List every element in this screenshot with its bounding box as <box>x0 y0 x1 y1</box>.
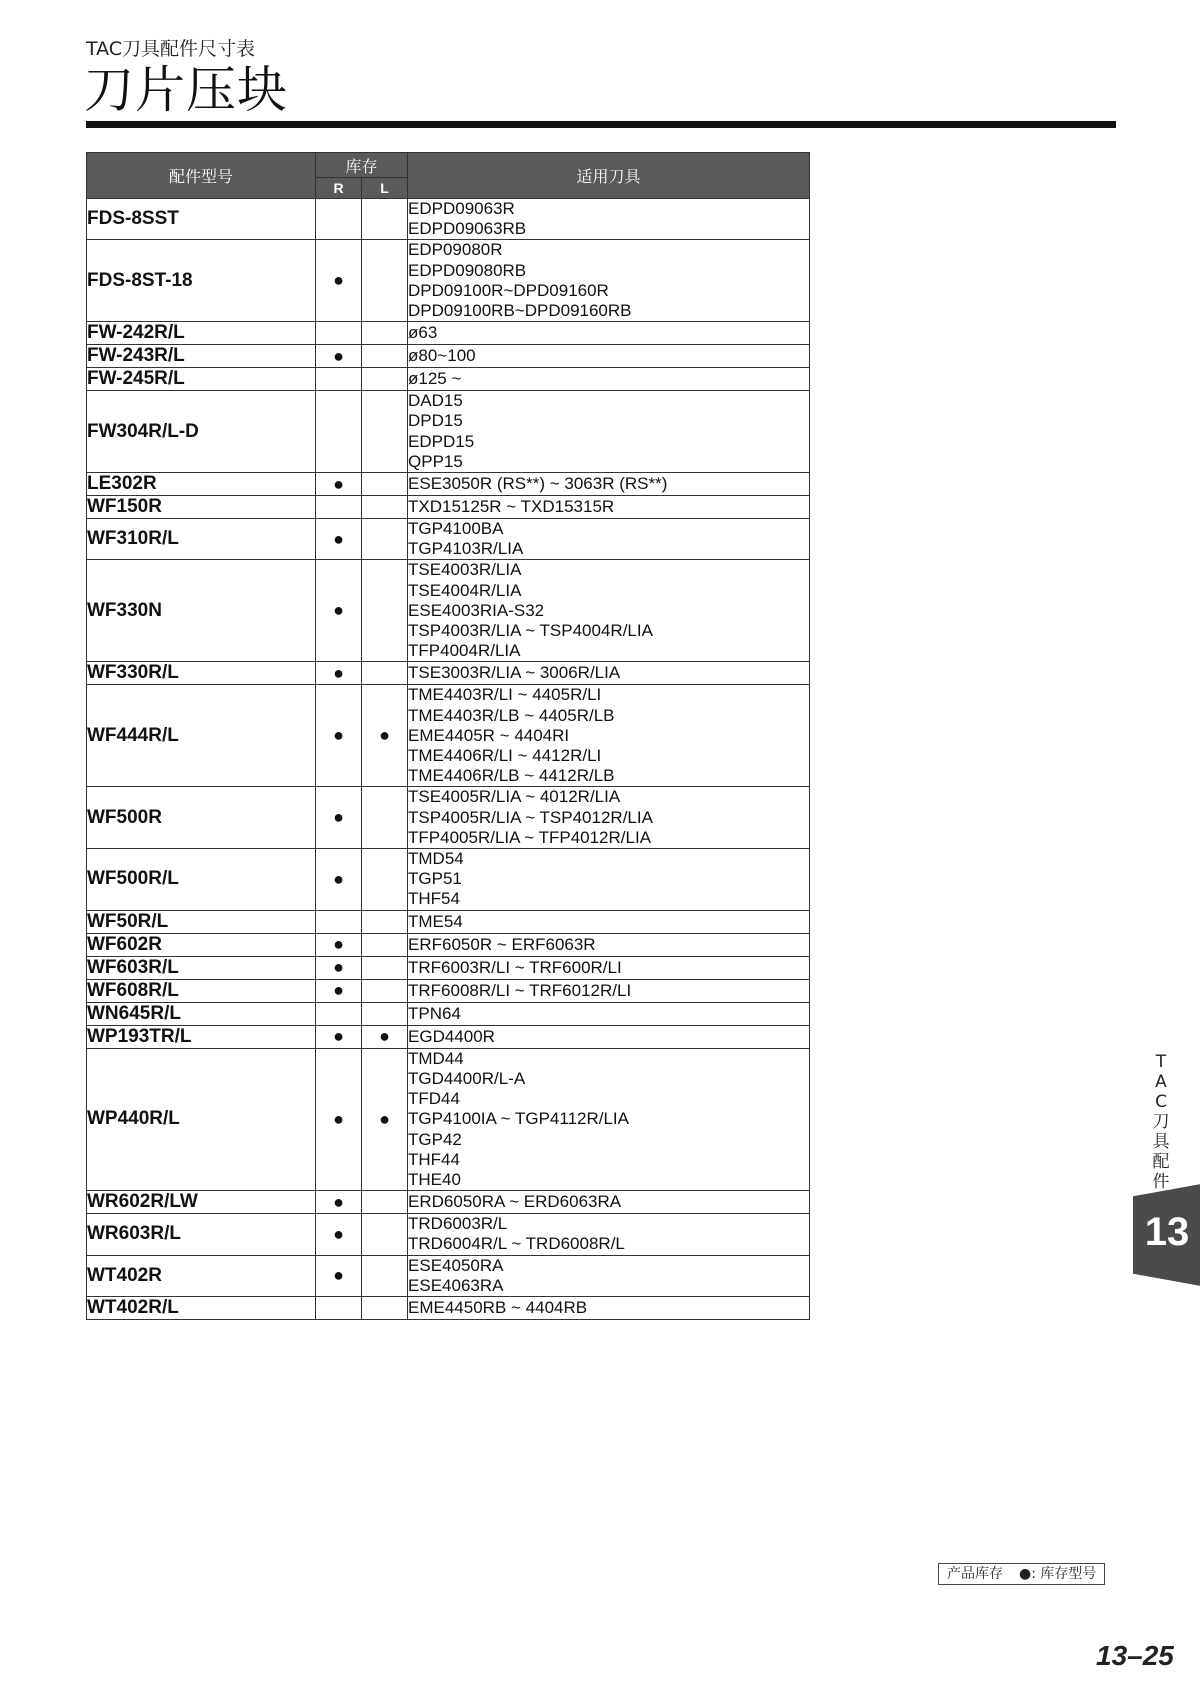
stock-r-cell <box>316 910 362 933</box>
applicable-tools-cell <box>408 1025 810 1048</box>
part-number-cell: WF608R/L <box>87 979 316 1002</box>
stock-l-cell <box>362 1214 408 1255</box>
tool-model: TGD4400R/L-A <box>408 1068 526 1088</box>
stock-r-cell: ● <box>316 787 362 849</box>
stock-r-cell: ● <box>316 849 362 911</box>
table-row <box>87 849 810 911</box>
part-number-cell: WF603R/L <box>87 956 316 979</box>
stock-r-cell: ● <box>316 519 362 560</box>
stock-r-cell: ● <box>316 240 362 322</box>
side-label-char: 件 <box>1152 1172 1170 1192</box>
tool-model: EGD4400R <box>408 1026 495 1046</box>
applicable-tools-cell <box>408 979 810 1002</box>
tool-model: TSP4003R/LIA ~ TSP4004R/LIA <box>408 621 653 641</box>
stock-r-cell: ● <box>316 1048 362 1190</box>
side-label-char: A <box>1155 1072 1167 1092</box>
part-number-cell: WF330R/L <box>87 662 316 685</box>
table-row <box>87 1048 810 1190</box>
stock-l-cell <box>362 662 408 685</box>
applicable-tools-cell <box>408 1296 810 1319</box>
tool-model: TXD15125R ~ TXD15315R <box>408 496 615 516</box>
tool-model: ERD6050RA ~ ERD6063RA <box>408 1192 622 1211</box>
applicable-tools-cell <box>408 199 810 240</box>
header-stock-r: R <box>316 178 362 199</box>
applicable-tools-cell <box>408 685 810 787</box>
stock-r-cell: ● <box>316 1191 362 1214</box>
stock-l-cell <box>362 1255 408 1296</box>
part-number-cell: WF602R <box>87 933 316 956</box>
table-body <box>87 199 810 1320</box>
applicable-tools-cell <box>408 345 810 368</box>
stock-r-cell <box>316 1002 362 1025</box>
stock-l-cell <box>362 1191 408 1214</box>
part-number-cell: WF500R <box>87 787 316 849</box>
stock-l-cell: ● <box>362 1025 408 1048</box>
stock-l-cell <box>362 473 408 496</box>
tool-model: EDP09080R <box>408 240 503 260</box>
tool-model: TSE4004R/LIA <box>408 580 522 600</box>
stock-r-cell: ● <box>316 979 362 1002</box>
tool-model: TMD54 <box>408 849 464 869</box>
table-row <box>87 368 810 391</box>
stock-r-cell: ● <box>316 1255 362 1296</box>
table-row <box>87 1191 810 1214</box>
page-title: 刀片压块 <box>84 61 288 119</box>
header-stock: 库存 <box>316 153 408 178</box>
part-number-cell: WF444R/L <box>87 685 316 787</box>
table-row <box>87 473 810 496</box>
applicable-tools-cell <box>408 322 810 345</box>
stock-r-cell: ● <box>316 1025 362 1048</box>
stock-r-cell <box>316 322 362 345</box>
stock-l-cell <box>362 910 408 933</box>
tool-model: TRF6008R/LI ~ TRF6012R/LI <box>408 980 632 1000</box>
title-divider <box>86 121 1116 128</box>
stock-l-cell <box>362 322 408 345</box>
part-number-cell: WP193TR/L <box>87 1025 316 1048</box>
tool-model: ø80~100 <box>408 346 476 366</box>
part-number-cell: WR603R/L <box>87 1214 316 1255</box>
part-number-cell: FDS-8SST <box>87 199 316 240</box>
table-row <box>87 685 810 787</box>
tool-model: TME54 <box>408 911 463 931</box>
tool-model: TME4403R/LB ~ 4405R/LB <box>408 705 615 725</box>
stock-l-cell <box>362 560 408 662</box>
applicable-tools-cell <box>408 1048 810 1190</box>
part-number-cell: FW-243R/L <box>87 345 316 368</box>
table-row <box>87 391 810 473</box>
tool-model: TSP4005R/LIA ~ TSP4012R/LIA <box>408 807 653 827</box>
table-row <box>87 1025 810 1048</box>
tool-model: TGP51 <box>408 869 462 889</box>
applicable-tools-cell <box>408 368 810 391</box>
stock-l-cell <box>362 368 408 391</box>
part-number-cell: WF500R/L <box>87 849 316 911</box>
stock-l-cell <box>362 956 408 979</box>
stock-r-cell: ● <box>316 473 362 496</box>
table-row <box>87 519 810 560</box>
part-number-cell: WF50R/L <box>87 910 316 933</box>
stock-r-cell <box>316 391 362 473</box>
stock-r-cell <box>316 1296 362 1319</box>
part-number-cell: FDS-8ST-18 <box>87 240 316 322</box>
stock-l-cell <box>362 933 408 956</box>
tool-model: DPD09100RB~DPD09160RB <box>408 301 632 321</box>
stock-l-cell <box>362 519 408 560</box>
tool-model: THF54 <box>408 889 460 909</box>
tool-model: TRD6003R/L <box>408 1214 508 1234</box>
tool-model: ESE4003RIA-S32 <box>408 600 545 620</box>
applicable-tools-cell <box>408 1214 810 1255</box>
table-row <box>87 345 810 368</box>
stock-r-cell: ● <box>316 685 362 787</box>
stock-l-cell <box>362 979 408 1002</box>
part-number-cell: WN645R/L <box>87 1002 316 1025</box>
stock-l-cell <box>362 391 408 473</box>
header-stock-l: L <box>362 178 408 199</box>
applicable-tools-cell <box>408 519 810 560</box>
tool-model: TFP4005R/LIA ~ TFP4012R/LIA <box>408 827 652 847</box>
table-row <box>87 787 810 849</box>
tool-model: EDPD09080RB <box>408 260 527 280</box>
tool-model: TSE4005R/LIA ~ 4012R/LIA <box>408 787 621 807</box>
side-label-char: 配 <box>1152 1152 1170 1172</box>
tool-model: TME4406R/LI ~ 4412R/LI <box>408 746 602 766</box>
table-row <box>87 322 810 345</box>
section-side-label <box>1150 1052 1172 1192</box>
tool-model: THE40 <box>408 1169 461 1189</box>
applicable-tools-cell <box>408 496 810 519</box>
tool-model: TSE3003R/LIA ~ 3006R/LIA <box>408 663 621 683</box>
side-label-char: C <box>1155 1092 1167 1112</box>
stock-r-cell <box>316 496 362 519</box>
table-row <box>87 496 810 519</box>
applicable-tools-cell <box>408 933 810 956</box>
applicable-tools-cell <box>408 1255 810 1296</box>
tool-model: EDPD15 <box>408 431 475 451</box>
tool-model: TGP4103R/LIA <box>408 539 524 559</box>
tool-model: TGP42 <box>408 1129 462 1149</box>
tool-model: QPP15 <box>408 451 463 471</box>
side-label-char: T <box>1155 1052 1167 1072</box>
page-subtitle: TAC刀具配件尺寸表 <box>86 38 256 60</box>
table-row <box>87 560 810 662</box>
stock-l-cell <box>362 787 408 849</box>
tool-model: TGP4100IA ~ TGP4112R/LIA <box>408 1109 629 1129</box>
stock-l-cell <box>362 199 408 240</box>
tool-model: TPN64 <box>408 1003 461 1023</box>
applicable-tools-cell <box>408 662 810 685</box>
side-label-char: 刀 <box>1152 1112 1170 1132</box>
tool-model: TRD6004R/L ~ TRD6008R/L <box>408 1234 625 1254</box>
stock-l-cell <box>362 849 408 911</box>
stock-l-cell: ● <box>362 1048 408 1190</box>
stock-r-cell <box>316 368 362 391</box>
stock-legend <box>938 1563 1105 1585</box>
tool-model: ESE3050R (RS**) ~ 3063R (RS**) <box>408 473 668 493</box>
applicable-tools-cell <box>408 560 810 662</box>
table-row <box>87 933 810 956</box>
legend-label: 产品库存 <box>947 1566 1003 1582</box>
tool-model: ESE4063RA <box>408 1275 504 1295</box>
stock-l-cell: ● <box>362 685 408 787</box>
page-number: 13–25 <box>1096 1640 1174 1671</box>
applicable-tools-cell <box>408 240 810 322</box>
header-applicable-tools: 适用刀具 <box>408 153 810 199</box>
part-number-cell: WR602R/LW <box>87 1191 316 1214</box>
part-number-cell: WF330N <box>87 560 316 662</box>
part-number-cell: FW-245R/L <box>87 368 316 391</box>
side-label-char: 具 <box>1152 1132 1170 1152</box>
table-row <box>87 956 810 979</box>
applicable-tools-cell <box>408 787 810 849</box>
legend-key: ●: 库存型号 <box>1019 1566 1097 1582</box>
table-row <box>87 1296 810 1319</box>
tool-model: TGP4100BA <box>408 519 504 539</box>
tool-model: TME4403R/LI ~ 4405R/LI <box>408 685 602 705</box>
table-row <box>87 1214 810 1255</box>
stock-r-cell: ● <box>316 662 362 685</box>
stock-l-cell <box>362 496 408 519</box>
section-tab-number: 13 <box>1144 1210 1190 1254</box>
tool-model: TFD44 <box>408 1089 460 1109</box>
applicable-tools-cell <box>408 910 810 933</box>
tool-model: DPD15 <box>408 411 463 431</box>
table-row <box>87 240 810 322</box>
tool-model: TME4406R/LB ~ 4412R/LB <box>408 766 615 786</box>
part-number-cell: LE302R <box>87 473 316 496</box>
header-part-number: 配件型号 <box>87 153 316 199</box>
applicable-tools-cell <box>408 1191 810 1214</box>
tool-model: THF44 <box>408 1149 460 1169</box>
stock-r-cell: ● <box>316 1214 362 1255</box>
tool-model: ESE4050RA <box>408 1255 504 1275</box>
tool-model: DAD15 <box>408 391 463 411</box>
applicable-tools-cell <box>408 849 810 911</box>
part-number-cell: FW304R/L-D <box>87 391 316 473</box>
tool-model: TMD44 <box>408 1048 464 1068</box>
stock-r-cell: ● <box>316 345 362 368</box>
tool-model: EDPD09063RB <box>408 219 527 239</box>
part-number-cell: WT402R/L <box>87 1296 316 1319</box>
table-row <box>87 662 810 685</box>
tool-model: TSE4003R/LIA <box>408 560 522 580</box>
tool-model: ø63 <box>408 323 438 343</box>
table-row <box>87 910 810 933</box>
table-row <box>87 1002 810 1025</box>
tool-model: ø125 ~ <box>408 369 462 389</box>
applicable-tools-cell <box>408 1002 810 1025</box>
tool-model: EME4450RB ~ 4404RB <box>408 1297 588 1317</box>
tool-model: TFP4004R/LIA <box>408 641 521 661</box>
tool-model: ERF6050R ~ ERF6063R <box>408 934 596 954</box>
tool-model: EDPD09063R <box>408 199 515 218</box>
part-number-cell: WP440R/L <box>87 1048 316 1190</box>
table-row <box>87 1255 810 1296</box>
stock-r-cell: ● <box>316 956 362 979</box>
applicable-tools-cell <box>408 473 810 496</box>
table-row <box>87 199 810 240</box>
applicable-tools-cell <box>408 391 810 473</box>
tool-model: TRF6003R/LI ~ TRF600R/LI <box>408 957 622 977</box>
part-number-cell: WT402R <box>87 1255 316 1296</box>
stock-l-cell <box>362 1002 408 1025</box>
tool-model: DPD09100R~DPD09160R <box>408 280 609 300</box>
applicable-tools-cell <box>408 956 810 979</box>
stock-r-cell <box>316 199 362 240</box>
tool-model: EME4405R ~ 4404RI <box>408 725 570 745</box>
parts-table <box>86 152 810 1320</box>
stock-l-cell <box>362 345 408 368</box>
table-row <box>87 979 810 1002</box>
stock-l-cell <box>362 1296 408 1319</box>
part-number-cell: WF310R/L <box>87 519 316 560</box>
stock-r-cell: ● <box>316 560 362 662</box>
part-number-cell: FW-242R/L <box>87 322 316 345</box>
stock-l-cell <box>362 240 408 322</box>
stock-r-cell: ● <box>316 933 362 956</box>
part-number-cell: WF150R <box>87 496 316 519</box>
